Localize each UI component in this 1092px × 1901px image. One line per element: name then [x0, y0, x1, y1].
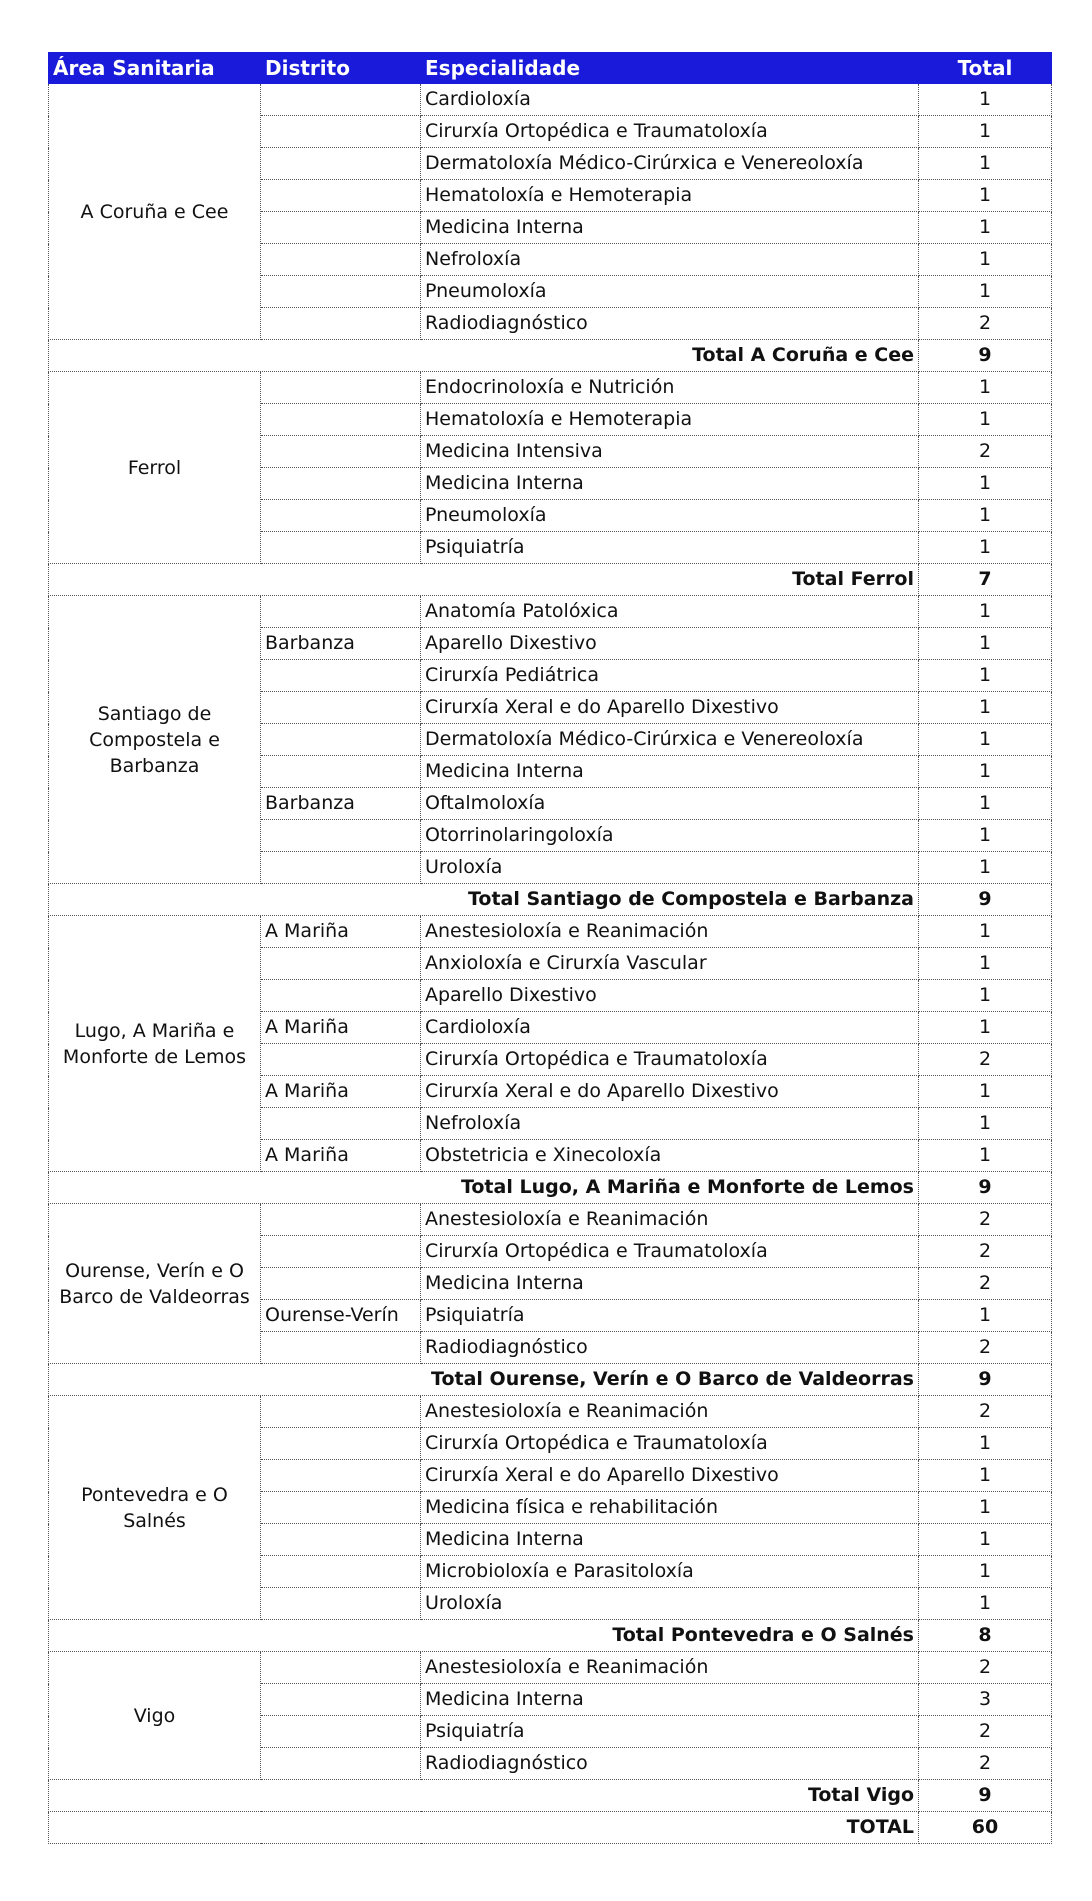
subtotal-value: 9 [919, 1364, 1052, 1396]
specialty-cell: Radiodiagnóstico [421, 1332, 919, 1364]
subtotal-row [49, 340, 1052, 372]
subtotal-row [49, 1620, 1052, 1652]
district-cell [261, 276, 421, 308]
specialty-cell: Hematoloxía e Hemoterapia [421, 180, 919, 212]
count-cell: 2 [919, 436, 1052, 468]
count-cell: 1 [919, 980, 1052, 1012]
specialty-cell: Dermatoloxía Médico-Cirúrxica e Venereoloxía [421, 724, 919, 756]
count-cell: 1 [919, 372, 1052, 404]
count-cell: 1 [919, 116, 1052, 148]
district-cell [261, 1236, 421, 1268]
count-cell: 1 [919, 948, 1052, 980]
count-cell: 1 [919, 692, 1052, 724]
specialty-cell: Radiodiagnóstico [421, 308, 919, 340]
area-cell: Ferrol [49, 372, 261, 564]
specialty-cell: Cirurxía Ortopédica e Traumatoloxía [421, 1236, 919, 1268]
count-cell: 2 [919, 1236, 1052, 1268]
table-header [49, 53, 1052, 84]
specialty-cell: Cirurxía Pediátrica [421, 660, 919, 692]
count-cell: 1 [919, 212, 1052, 244]
specialty-cell: Pneumoloxía [421, 276, 919, 308]
district-cell: Barbanza [261, 628, 421, 660]
area-cell: Vigo [49, 1652, 261, 1780]
district-cell [261, 660, 421, 692]
subtotal-row [49, 564, 1052, 596]
district-cell [261, 756, 421, 788]
specialty-cell: Obstetricia e Xinecoloxía [421, 1140, 919, 1172]
count-cell: 1 [919, 244, 1052, 276]
count-cell: 1 [919, 1428, 1052, 1460]
count-cell: 2 [919, 1044, 1052, 1076]
count-cell: 1 [919, 852, 1052, 884]
count-cell: 1 [919, 500, 1052, 532]
specialty-cell: Nefroloxía [421, 244, 919, 276]
district-cell [261, 1044, 421, 1076]
count-cell: 2 [919, 1396, 1052, 1428]
district-cell [261, 1492, 421, 1524]
district-cell: Ourense-Verín [261, 1300, 421, 1332]
specialty-cell: Cardioloxía [421, 1012, 919, 1044]
count-cell: 1 [919, 1140, 1052, 1172]
district-cell [261, 1108, 421, 1140]
district-cell [261, 148, 421, 180]
count-cell: 1 [919, 1076, 1052, 1108]
count-cell: 1 [919, 148, 1052, 180]
count-cell: 1 [919, 1108, 1052, 1140]
table-row [49, 1652, 1052, 1684]
subtotal-label: Total Vigo [49, 1780, 919, 1812]
count-cell: 1 [919, 276, 1052, 308]
specialty-cell: Medicina Interna [421, 468, 919, 500]
subtotal-value: 9 [919, 884, 1052, 916]
grand-total-row [49, 1812, 1052, 1844]
table-row [49, 916, 1052, 948]
specialty-cell: Pneumoloxía [421, 500, 919, 532]
area-cell: Santiago de Compostela e Barbanza [49, 596, 261, 884]
table-row [49, 596, 1052, 628]
specialty-cell: Psiquiatría [421, 532, 919, 564]
district-cell: A Mariña [261, 1140, 421, 1172]
count-cell: 1 [919, 628, 1052, 660]
table-row [49, 1396, 1052, 1428]
specialty-cell: Medicina Interna [421, 1524, 919, 1556]
count-cell: 2 [919, 308, 1052, 340]
header-area: Área Sanitaria [49, 53, 261, 84]
district-cell [261, 500, 421, 532]
count-cell: 1 [919, 756, 1052, 788]
specialty-cell: Uroloxía [421, 852, 919, 884]
count-cell: 1 [919, 916, 1052, 948]
area-cell: Lugo, A Mariña e Monforte de Lemos [49, 916, 261, 1172]
subtotal-row [49, 884, 1052, 916]
count-cell: 1 [919, 84, 1052, 116]
specialty-cell: Otorrinolaringoloxía [421, 820, 919, 852]
grand-total-value: 60 [919, 1812, 1052, 1844]
count-cell: 1 [919, 788, 1052, 820]
count-cell: 1 [919, 820, 1052, 852]
district-cell [261, 244, 421, 276]
district-cell: Barbanza [261, 788, 421, 820]
district-cell [261, 980, 421, 1012]
district-cell [261, 724, 421, 756]
district-cell: A Mariña [261, 916, 421, 948]
specialty-cell: Cardioloxía [421, 84, 919, 116]
district-cell [261, 820, 421, 852]
specialty-cell: Dermatoloxía Médico-Cirúrxica e Venereoloxía [421, 148, 919, 180]
subtotal-row [49, 1172, 1052, 1204]
district-cell [261, 1204, 421, 1236]
district-cell [261, 180, 421, 212]
specialty-cell: Medicina Interna [421, 1684, 919, 1716]
count-cell: 1 [919, 660, 1052, 692]
district-cell [261, 1556, 421, 1588]
count-cell: 1 [919, 596, 1052, 628]
subtotal-row [49, 1780, 1052, 1812]
area-cell: Pontevedra e O Salnés [49, 1396, 261, 1620]
subtotal-row [49, 1364, 1052, 1396]
count-cell: 1 [919, 468, 1052, 500]
header-district: Distrito [261, 53, 421, 84]
header-row [49, 53, 1052, 84]
specialty-cell: Anestesioloxía e Reanimación [421, 1652, 919, 1684]
count-cell: 3 [919, 1684, 1052, 1716]
specialty-cell: Anestesioloxía e Reanimación [421, 1396, 919, 1428]
specialty-cell: Anestesioloxía e Reanimación [421, 916, 919, 948]
specialty-cell: Hematoloxía e Hemoterapia [421, 404, 919, 436]
count-cell: 1 [919, 1524, 1052, 1556]
district-cell [261, 116, 421, 148]
district-cell [261, 1460, 421, 1492]
specialty-cell: Oftalmoloxía [421, 788, 919, 820]
subtotal-value: 9 [919, 340, 1052, 372]
subtotal-value: 9 [919, 1172, 1052, 1204]
count-cell: 1 [919, 180, 1052, 212]
subtotal-label: Total Lugo, A Mariña e Monforte de Lemos [49, 1172, 919, 1204]
count-cell: 1 [919, 1492, 1052, 1524]
district-cell [261, 1684, 421, 1716]
specialty-cell: Microbioloxía e Parasitoloxía [421, 1556, 919, 1588]
district-cell: A Mariña [261, 1012, 421, 1044]
specialties-table [48, 52, 1052, 1844]
district-cell [261, 1396, 421, 1428]
district-cell [261, 1428, 421, 1460]
grand-total-label: TOTAL [49, 1812, 919, 1844]
district-cell [261, 1716, 421, 1748]
count-cell: 2 [919, 1332, 1052, 1364]
count-cell: 1 [919, 1012, 1052, 1044]
count-cell: 1 [919, 1460, 1052, 1492]
specialty-cell: Medicina física e rehabilitación [421, 1492, 919, 1524]
district-cell [261, 1588, 421, 1620]
district-cell [261, 372, 421, 404]
table-row [49, 372, 1052, 404]
specialty-cell: Psiquiatría [421, 1300, 919, 1332]
district-cell [261, 1268, 421, 1300]
district-cell [261, 852, 421, 884]
district-cell [261, 596, 421, 628]
specialty-cell: Cirurxía Ortopédica e Traumatoloxía [421, 1428, 919, 1460]
count-cell: 1 [919, 1300, 1052, 1332]
specialty-cell: Cirurxía Xeral e do Aparello Dixestivo [421, 692, 919, 724]
subtotal-label: Total Ourense, Verín e O Barco de Valdeorras [49, 1364, 919, 1396]
district-cell [261, 308, 421, 340]
district-cell [261, 1332, 421, 1364]
specialty-cell: Uroloxía [421, 1588, 919, 1620]
subtotal-value: 9 [919, 1780, 1052, 1812]
count-cell: 1 [919, 404, 1052, 436]
count-cell: 2 [919, 1652, 1052, 1684]
table-body [49, 84, 1052, 1844]
district-cell [261, 84, 421, 116]
table-row [49, 1204, 1052, 1236]
table-row [49, 84, 1052, 116]
count-cell: 2 [919, 1748, 1052, 1780]
specialty-cell: Anatomía Patolóxica [421, 596, 919, 628]
count-cell: 1 [919, 532, 1052, 564]
specialty-cell: Medicina Intensiva [421, 436, 919, 468]
count-cell: 2 [919, 1716, 1052, 1748]
specialty-cell: Anestesioloxía e Reanimación [421, 1204, 919, 1236]
specialty-cell: Aparello Dixestivo [421, 980, 919, 1012]
count-cell: 1 [919, 724, 1052, 756]
subtotal-label: Total A Coruña e Cee [49, 340, 919, 372]
specialty-cell: Cirurxía Xeral e do Aparello Dixestivo [421, 1460, 919, 1492]
specialty-cell: Medicina Interna [421, 1268, 919, 1300]
specialty-cell: Radiodiagnóstico [421, 1748, 919, 1780]
area-cell: Ourense, Verín e O Barco de Valdeorras [49, 1204, 261, 1364]
district-cell [261, 532, 421, 564]
district-cell [261, 404, 421, 436]
specialty-cell: Medicina Interna [421, 212, 919, 244]
count-cell: 2 [919, 1204, 1052, 1236]
subtotal-label: Total Pontevedra e O Salnés [49, 1620, 919, 1652]
specialty-cell: Psiquiatría [421, 1716, 919, 1748]
district-cell [261, 948, 421, 980]
district-cell [261, 1652, 421, 1684]
area-cell: A Coruña e Cee [49, 84, 261, 340]
specialty-cell: Nefroloxía [421, 1108, 919, 1140]
header-specialty: Especialidade [421, 53, 919, 84]
specialty-cell: Aparello Dixestivo [421, 628, 919, 660]
specialty-cell: Anxioloxía e Cirurxía Vascular [421, 948, 919, 980]
specialty-cell: Endocrinoloxía e Nutrición [421, 372, 919, 404]
subtotal-value: 7 [919, 564, 1052, 596]
district-cell [261, 468, 421, 500]
subtotal-label: Total Ferrol [49, 564, 919, 596]
district-cell [261, 212, 421, 244]
specialties-table-container [48, 52, 1051, 1844]
specialty-cell: Cirurxía Ortopédica e Traumatoloxía [421, 1044, 919, 1076]
district-cell [261, 1748, 421, 1780]
district-cell [261, 692, 421, 724]
specialty-cell: Medicina Interna [421, 756, 919, 788]
district-cell [261, 436, 421, 468]
subtotal-value: 8 [919, 1620, 1052, 1652]
count-cell: 1 [919, 1588, 1052, 1620]
count-cell: 2 [919, 1268, 1052, 1300]
district-cell [261, 1524, 421, 1556]
district-cell: A Mariña [261, 1076, 421, 1108]
specialty-cell: Cirurxía Xeral e do Aparello Dixestivo [421, 1076, 919, 1108]
subtotal-label: Total Santiago de Compostela e Barbanza [49, 884, 919, 916]
header-total: Total [919, 53, 1052, 84]
count-cell: 1 [919, 1556, 1052, 1588]
specialty-cell: Cirurxía Ortopédica e Traumatoloxía [421, 116, 919, 148]
